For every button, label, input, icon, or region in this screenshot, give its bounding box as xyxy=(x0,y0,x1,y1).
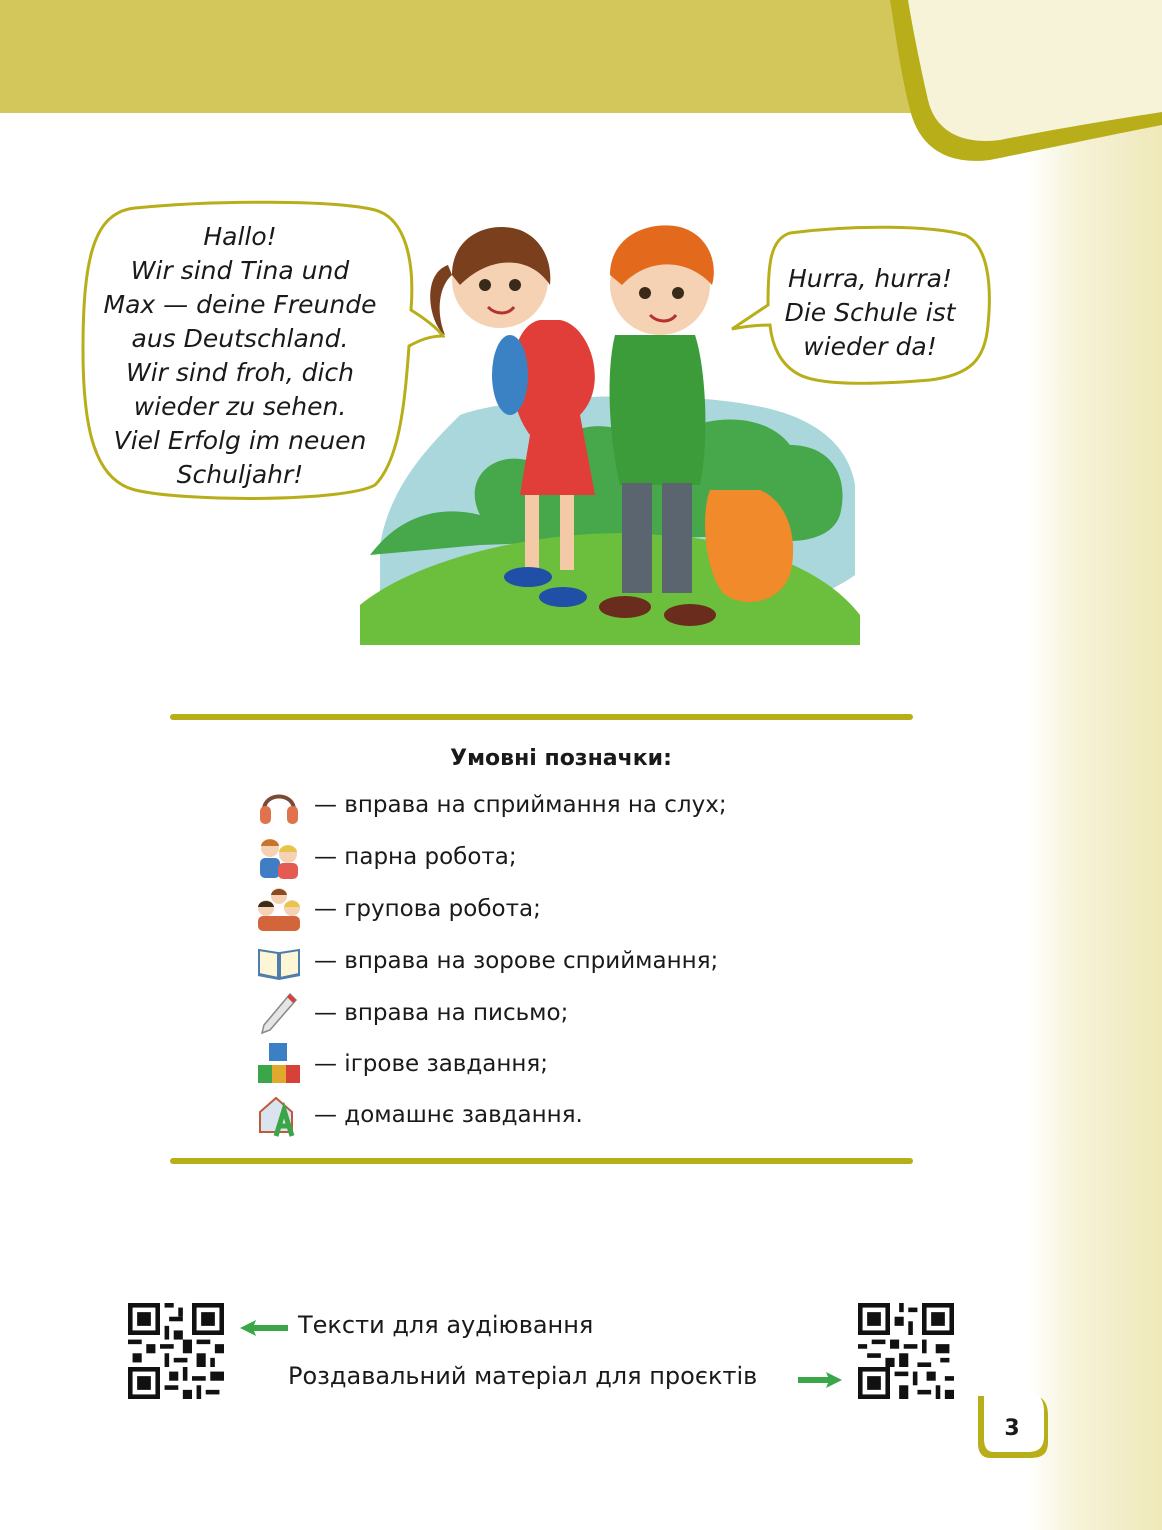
legend-item-reading xyxy=(256,938,718,984)
legend-item-label: — вправа на письмо; xyxy=(314,1000,569,1026)
legend-title: Умовні позначки: xyxy=(450,746,672,771)
legend-item-listening xyxy=(256,782,727,828)
legend-item-label: — групова робота; xyxy=(314,896,541,922)
handout-label: Роздавальний матеріал для проєктів xyxy=(288,1362,758,1390)
corner-decoration xyxy=(880,0,1162,170)
legend-item-label: — вправа на зорове сприймання; xyxy=(314,948,719,974)
legend-item-writing xyxy=(256,990,568,1036)
legend-item-pair-work xyxy=(256,834,517,880)
pair-work-icon xyxy=(256,834,302,880)
legend-item-label: — парна робота; xyxy=(314,844,517,870)
group-work-icon xyxy=(256,886,302,932)
legend-item-homework xyxy=(256,1092,583,1138)
bubble-right-text: Hurra, hurra! Die Schule ist wieder da! xyxy=(784,264,956,361)
legend-item-group-work xyxy=(256,886,541,932)
legend-item-label: — вправа на сприймання на слух; xyxy=(314,792,727,818)
headphones-icon xyxy=(256,782,302,828)
legend-item-game xyxy=(256,1041,548,1087)
audio-texts-label: Тексти для аудіювання xyxy=(298,1311,594,1339)
bottom-rule xyxy=(170,1158,913,1164)
legend-item-label: — домашнє завдання. xyxy=(314,1102,583,1128)
top-rule xyxy=(170,714,913,720)
homework-icon xyxy=(256,1092,302,1138)
game-blocks-icon xyxy=(256,1041,302,1087)
children-illustration xyxy=(360,215,860,645)
arrow-right-icon xyxy=(796,1370,844,1390)
page-number: 3 xyxy=(1004,1416,1020,1441)
qr-code-handouts[interactable] xyxy=(858,1303,954,1399)
legend-item-label: — ігрове завдання; xyxy=(314,1051,549,1077)
pen-icon xyxy=(256,990,302,1036)
open-book-icon xyxy=(256,938,302,984)
arrow-left-icon xyxy=(238,1318,290,1338)
bubble-left-text: Hallo! Wir sind Tina und Max — deine Freunde aus Deutschland. Wir sind froh, dich wieder zu sehen. Viel Erfolg im neuen Schuljahr! xyxy=(103,222,377,489)
qr-code-audio[interactable] xyxy=(128,1303,224,1399)
